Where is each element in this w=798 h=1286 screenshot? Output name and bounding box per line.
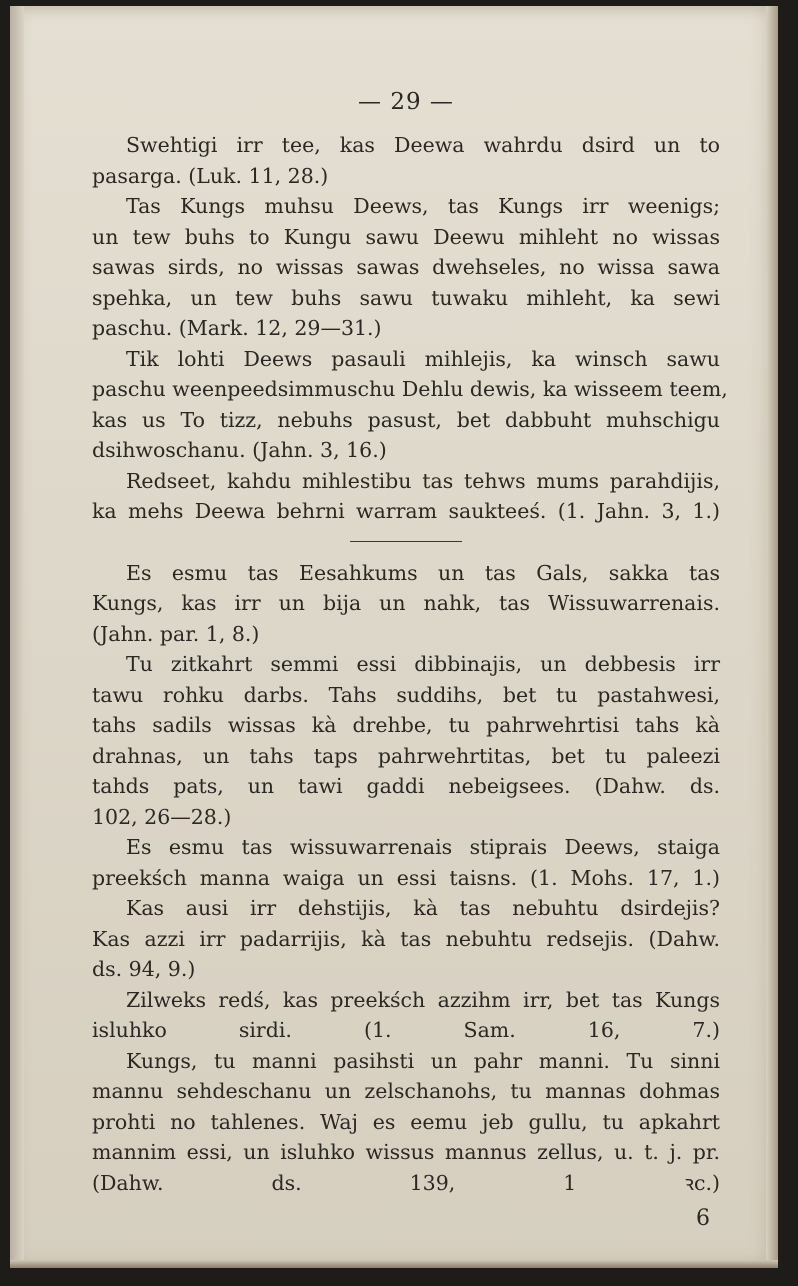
text-line: Kas ausi irr dehstijis, kà tas nebuhtu dsirdejis?	[126, 896, 720, 920]
paragraph-5	[92, 558, 720, 650]
page-right-edge	[766, 6, 778, 1268]
text-line: pasarga. (Luk. 11, 28.)	[92, 163, 329, 188]
text-line: prohti no tahlenes. Waj es eemu jeb gullu, tu apkahrt	[92, 1109, 720, 1134]
text-line: Es esmu tas Eesahkums un tas Gals, sakka tas	[126, 560, 720, 585]
text-line: Tu zitkahrt semmi essi dibbinajis, un debbesis irr	[126, 652, 720, 676]
text-line: (Jahn. par. 1, 8.)	[92, 621, 260, 646]
book-page	[10, 6, 778, 1268]
text-line: tahs sadils wissas kà drehbe, tu pahrwehrtisi tahs kà	[92, 713, 720, 737]
text-line: preekśch manna waiga un essi taisns. (1. Mohs. 17, 1.)	[92, 865, 720, 890]
text-line: Tas Kungs muhsu Deews, tas Kungs irr weenigs;	[126, 194, 720, 218]
paragraph-1	[92, 130, 720, 191]
text-line: Swehtigi irr tee, kas Deewa wahrdu dsird un to	[126, 133, 720, 157]
text-line: kas us To tizz, nebuhs pasust, bet dabbuht muhschigu	[92, 407, 720, 432]
text-line: drahnas, un tahs taps pahrwehrtitas, bet tu paleezi	[92, 743, 720, 768]
text-line: Kungs, tu manni pasihsti un pahr manni. Tu sinni	[126, 1048, 720, 1073]
text-line: tahds pats, un tawi gaddi nebeigsees. (Dahw. ds.	[92, 774, 720, 798]
text-line: sawas sirds, no wissas sawas dwehseles, no wissa sawa	[92, 255, 720, 279]
text-line: spehka, un tew buhs sawu tuwaku mihleht, ka sewi	[92, 285, 720, 310]
text-line: paschu. (Mark. 12, 29—31.)	[92, 316, 382, 340]
paragraph-9	[92, 985, 720, 1046]
page-number: — 29 —	[358, 89, 454, 115]
text-line: un tew buhs to Kungu sawu Deewu mihleht no wissas	[92, 224, 720, 249]
paragraph-7	[92, 832, 720, 893]
paragraph-2	[92, 191, 720, 344]
text-line: Redseet, kahdu mihlestibu tas tehws mums parahdijis,	[126, 468, 720, 493]
paragraph-3	[92, 344, 728, 466]
text-line: isluhko sirdi. (1. Sam. 16, 7.)	[92, 1018, 720, 1042]
page-gutter	[10, 6, 24, 1268]
section-divider	[350, 541, 462, 542]
text-line: Es esmu tas wissuwarrenais stiprais Deews, staiga	[126, 835, 720, 859]
paragraph-10	[92, 1046, 720, 1199]
page-body	[92, 84, 728, 1235]
paragraph-4	[92, 466, 720, 527]
text-line: dsihwoschanu. (Jahn. 3, 16.)	[92, 438, 387, 462]
text-line: mannim essi, un isluhko wissus mannus zellus, u. t. j. pr.	[92, 1140, 720, 1164]
text-line: Zilweks redś, kas preekśch azzihm irr, bet tas Kungs	[126, 987, 720, 1012]
text-line: paschu weenpeedsimmuschu Dehlu dewis, ka wisseem teem,	[92, 377, 728, 401]
text-line: 102, 26—28.)	[92, 804, 232, 829]
page-bottom-edge	[10, 1260, 778, 1268]
text-line: ka mehs Deewa behrni warram saukteeś. (1. Jahn. 3, 1.)	[92, 499, 720, 523]
signature-mark: 6	[696, 1206, 710, 1231]
text-line: Tik lohti Deews pasauli mihlejis, ka winsch sawu	[126, 346, 720, 371]
text-line: ds. 94, 9.)	[92, 957, 196, 981]
text-line: Kas azzi irr padarrijis, kà tas nebuhtu redsejis. (Dahw.	[92, 926, 720, 951]
paragraph-8	[92, 893, 720, 985]
paragraph-6	[92, 649, 720, 832]
text-line: Kungs, kas irr un bija un nahk, tas Wissuwarrenais.	[92, 591, 720, 615]
text-line: (Dahw. ds. 139, 1 ꝛc.)	[92, 1170, 720, 1195]
text-line: tawu rohku darbs. Tahs suddihs, bet tu pastahwesi,	[92, 682, 720, 707]
text-line: mannu sehdeschanu un zelschanohs, tu mannas dohmas	[92, 1079, 720, 1103]
